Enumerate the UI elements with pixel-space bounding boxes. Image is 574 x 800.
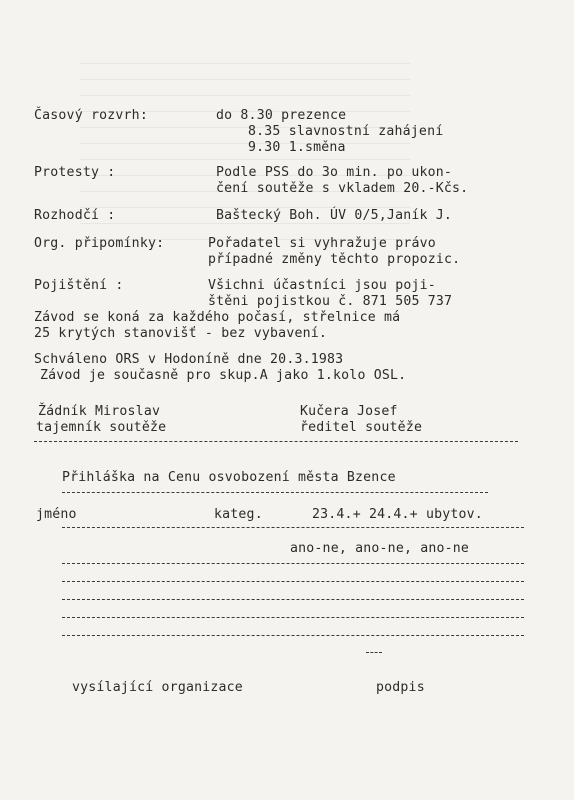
judge-value: Baštecký Boh. ÚV 0/5,Janík J. xyxy=(216,208,453,223)
insurance-line-1: Všichni účastníci jsou poji- xyxy=(208,278,436,293)
form-line-2 xyxy=(62,563,524,564)
form-column-dates: 23.4.+ 24.4.+ ubytov. xyxy=(312,507,483,522)
form-footer-organization: vysílající organizace xyxy=(72,680,243,695)
form-column-category: kateg. xyxy=(214,507,263,522)
notes-line-1: Závod se koná za každého počasí, střelnice má xyxy=(34,310,401,325)
remarks-line-1: Pořadatel si vyhražuje právo xyxy=(208,236,436,251)
schedule-line-2: 8.35 slavnostní zahájení xyxy=(248,124,444,139)
protests-line-1: Podle PSS do 3o min. po ukon- xyxy=(216,165,453,180)
form-line-1 xyxy=(62,527,524,528)
form-options: ano-ne, ano-ne, ano-ne xyxy=(290,541,470,556)
insurance-line-2: štěni pojistkou č. 871 505 737 xyxy=(208,294,453,309)
separator-line xyxy=(34,441,518,442)
notes-line-2: 25 krytých stanovišť - bez vybavení. xyxy=(34,326,328,341)
form-line-4 xyxy=(62,599,524,600)
form-line-3 xyxy=(62,581,524,582)
protests-line-2: čení soutěže s vkladem 20.-Kčs. xyxy=(216,181,469,196)
form-footer-signature: podpis xyxy=(376,680,425,695)
form-line-6 xyxy=(62,635,524,636)
protests-label: Protesty : xyxy=(34,165,116,180)
remarks-line-2: případné změny těchto propozic. xyxy=(208,252,461,267)
left-signature-name: Žádník Miroslav xyxy=(38,404,161,419)
right-signature-role: ředitel soutěže xyxy=(300,420,423,435)
form-column-name: jméno xyxy=(36,507,77,522)
form-title-underline xyxy=(62,492,488,493)
schedule-label: Časový rozvrh: xyxy=(34,108,148,123)
schedule-line-1: do 8.30 prezence xyxy=(216,108,347,123)
form-line-5 xyxy=(62,617,524,618)
left-signature-role: tajemník soutěže xyxy=(36,420,167,435)
notes-line-3: Schváleno ORS v Hodoníně dne 20.3.1983 xyxy=(34,352,344,367)
right-signature-name: Kučera Josef xyxy=(300,404,398,419)
schedule-line-3: 9.30 1.směna xyxy=(248,140,346,155)
form-title: Přihláška na Cenu osvobození města Bzence xyxy=(62,470,396,485)
judge-label: Rozhodčí : xyxy=(34,208,116,223)
remarks-label: Org. připomínky: xyxy=(34,236,165,251)
notes-line-4: Závod je současně pro skup.A jako 1.kolo OSL. xyxy=(40,368,407,383)
form-short-mark xyxy=(366,652,382,653)
insurance-label: Pojištění : xyxy=(34,278,124,293)
